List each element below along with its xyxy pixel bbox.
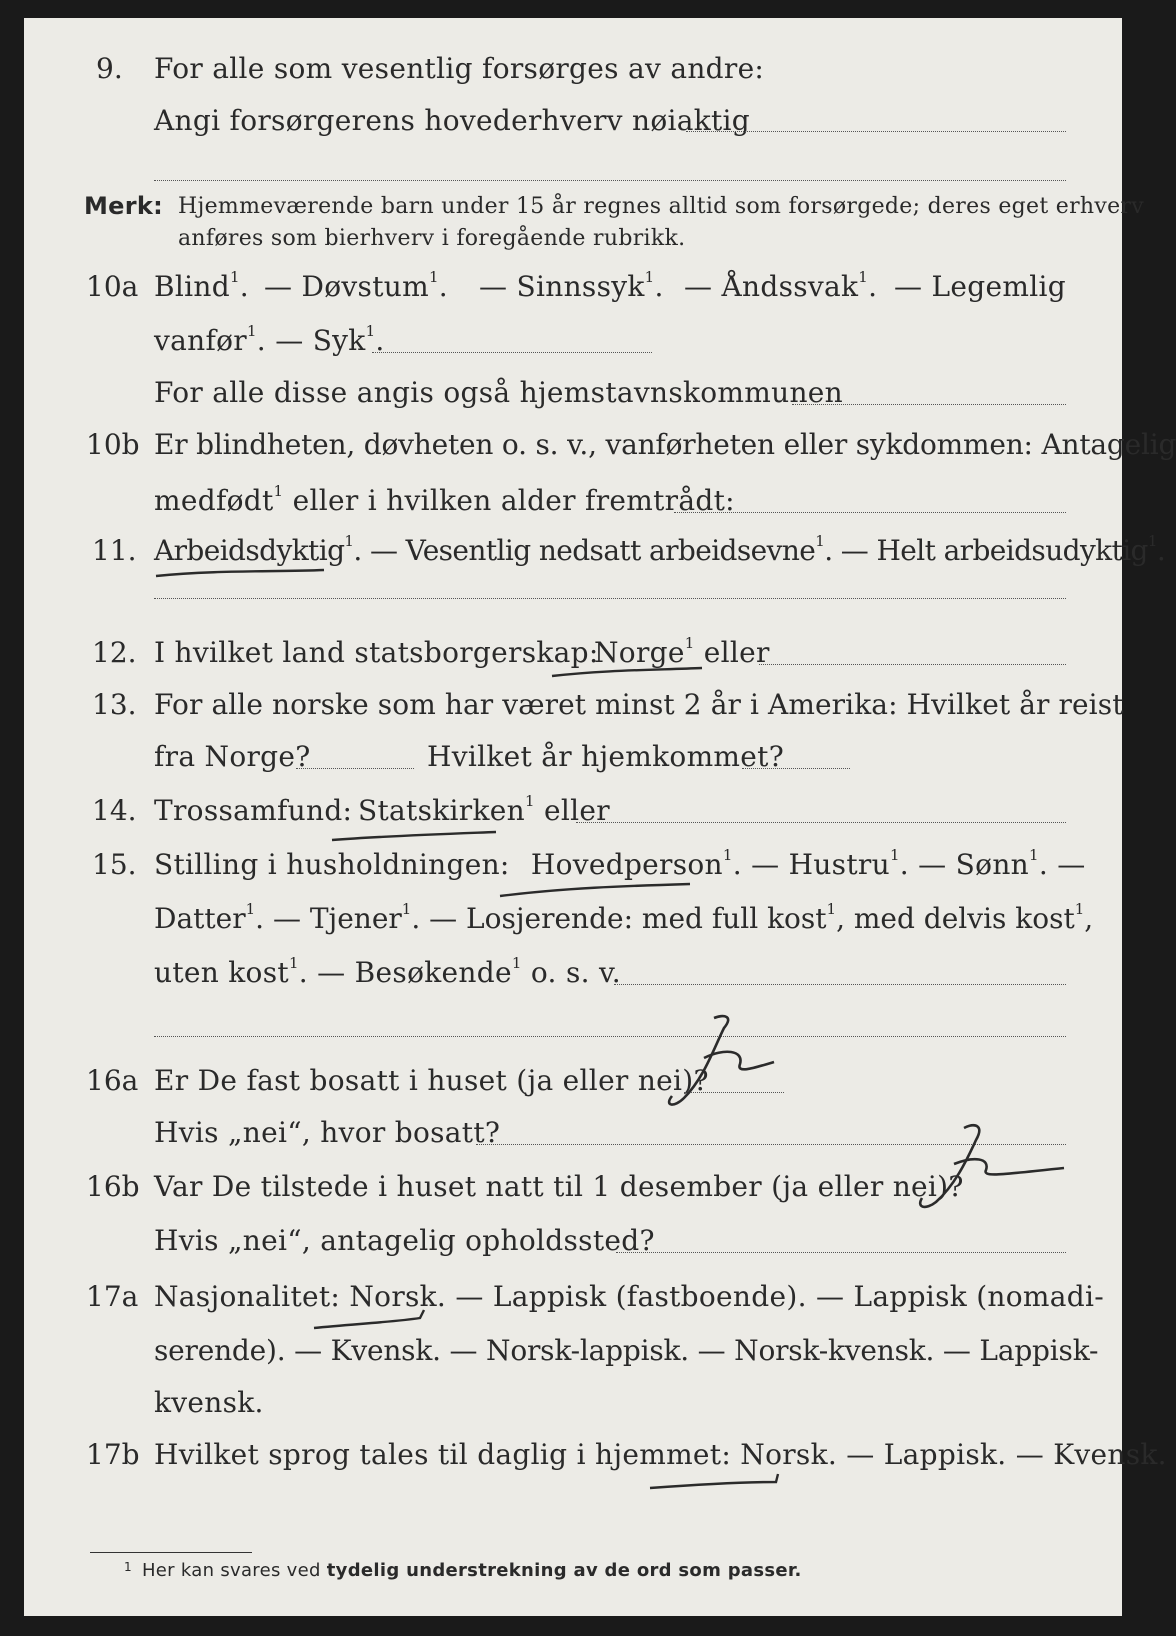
uten-kost-option: uten kost (154, 956, 289, 989)
merk-line1: Hjemmeværende barn under 15 år regnes alltid som forsørgede; deres eget erhverv (178, 194, 1144, 219)
hovedperson-option: Hovedperson (530, 848, 723, 881)
q10a-line1-a: Blind$^1$. (154, 268, 249, 303)
q16b-number: 16b (86, 1170, 140, 1203)
medfodt-option: medfødt (154, 484, 274, 517)
q17b-number: 17b (86, 1438, 140, 1471)
eller-text: eller (703, 636, 770, 669)
handwritten-marks (24, 18, 1122, 1616)
syk-option: — Syk (275, 324, 366, 357)
underline-hovedperson (500, 884, 690, 896)
footnote-mark: 1 (889, 846, 900, 864)
losjerende-option: . — Losjerende: med full kost (411, 902, 827, 935)
andssvak-option: — Åndssvak (684, 270, 859, 303)
q14-text: Trossamfund: (154, 794, 353, 827)
q10b-line1: Er blindheten, døvheten o. s. v., vanførheten eller sykdommen: Antagelig (154, 428, 1176, 461)
footnote-mark: 1 (1147, 532, 1157, 550)
besokende-option: . — Besøkende (298, 956, 512, 989)
footnote-mark: 1 (1029, 846, 1039, 864)
footnote-mark: 1 (288, 954, 299, 972)
footnote-mark: 1 (229, 268, 240, 286)
q15-label: Stilling i husholdningen: (154, 848, 510, 881)
blind-option: Blind (154, 270, 230, 303)
udyktig-option: . — Helt arbeidsudyktig (824, 534, 1148, 567)
footnote-mark: 1 (273, 482, 284, 500)
norge-option: Norge (594, 636, 685, 669)
q11-number: 11. (92, 534, 137, 567)
footnote-number: 1 (124, 1560, 132, 1574)
answer-ja-16a-a (704, 1052, 774, 1070)
merk-line2: anføres som bierhverv i foregående rubrikk. (178, 226, 686, 251)
footnote-mark: 1 (428, 268, 439, 286)
q17a-line3: kvensk. (154, 1386, 264, 1419)
q9-number: 9. (96, 52, 123, 85)
q10b-number: 10b (86, 428, 140, 461)
q17a-other-options: — Lappisk (fastboende). — Lappisk (nomadi- (455, 1280, 1104, 1313)
q10a-line3: For alle disse angis også hjemstavnskommunen (154, 376, 843, 409)
period: . (1156, 534, 1166, 567)
vanfor-option: vanfør (154, 324, 247, 357)
q17a-line2: serende). — Kvensk. — Norsk-lappisk. — Norsk-kvensk. — Lappisk- (154, 1334, 1099, 1367)
dovstum-option: — Døvstum (264, 270, 429, 303)
statskirken-option: Statskirken (358, 794, 525, 827)
nasjonalitet-label: Nasjonalitet: (154, 1280, 341, 1313)
arbeidsdyktig-option: Arbeidsdyktig (154, 534, 345, 567)
q10a-line2: vanfør$^1$. — Syk$^1$. (154, 322, 385, 357)
tjener-option: . — Tjener (255, 902, 402, 935)
norsk-language-option: Norsk. (740, 1438, 838, 1471)
q10a-number: 10a (86, 270, 139, 303)
footnote-mark: 1 (684, 634, 695, 652)
footnote-mark: 1 (815, 532, 825, 550)
footnote-mark: 1 (644, 268, 655, 286)
q10a-sinnssyk: — Sinnssyk$^1$. (479, 268, 664, 303)
comma: , (1084, 902, 1094, 935)
underline-norge (552, 668, 702, 676)
footnote-text-a: Her kan svares ved (141, 1560, 321, 1581)
q12-number: 12. (92, 636, 137, 669)
q16b-line2: Hvis „nei“, antagelig opholdssted? (154, 1224, 655, 1257)
footnote-text-b: tydelig understrekning av de ord som passer. (326, 1560, 802, 1581)
q10a-andssvak: — Åndssvak$^1$. (684, 268, 878, 303)
q17b-other-options: — Lappisk. — Kvensk. (846, 1438, 1167, 1471)
q15-number: 15. (92, 848, 137, 881)
answer-ja-16b-j (920, 1125, 979, 1207)
q16a-number: 16a (86, 1064, 139, 1097)
footnote-mark: 1 (722, 846, 733, 864)
footnote-mark: 1 (365, 322, 376, 340)
underline-norsk-nasjonalitet (314, 1310, 424, 1328)
footnote-mark: 1 (1074, 900, 1085, 918)
hustru-option: . — Hustru (732, 848, 890, 881)
footnote-mark: 1 (511, 954, 522, 972)
underline-statskirken (332, 832, 496, 840)
sonn-option: . — Sønn (899, 848, 1029, 881)
datter-option: Datter (154, 902, 246, 935)
q10a-legemlig: — Legemlig (894, 270, 1066, 303)
underline-norsk-sprog (650, 1474, 778, 1488)
footnote-mark: 1 (344, 532, 354, 550)
q13-hjem: Hvilket år hjemkommet? (427, 740, 785, 773)
q10a-dovstum: — Døvstum$^1$. (264, 268, 448, 303)
eller-text: eller (543, 794, 610, 827)
footnote-mark: 1 (245, 900, 256, 918)
sinnssyk-option: — Sinnssyk (479, 270, 645, 303)
nedsatt-option: . — Vesentlig nedsatt arbeidsevne (353, 534, 816, 567)
osv-text: o. s. v. (530, 956, 622, 989)
underline-arbeidsdyktig (156, 570, 324, 576)
footnote-mark: 1 (401, 900, 412, 918)
q17a-number: 17a (86, 1280, 139, 1313)
footnote-mark: 1 (246, 322, 257, 340)
q9-line1: For alle som vesentlig forsørges av andre: (154, 52, 765, 85)
census-form-page (24, 18, 1176, 1616)
answer-ja-16a-j (669, 1016, 728, 1104)
footnote-mark: 1 (524, 792, 535, 810)
q9-line2: Angi forsørgerens hovederhverv nøiaktig (154, 104, 751, 137)
norsk-option: Norsk. (349, 1280, 447, 1313)
q12-text: I hvilket land statsborgerskap: (154, 636, 599, 669)
footnote-mark: 1 (858, 268, 869, 286)
q17b-label: Hvilket sprog tales til daglig i hjemmet: (154, 1438, 732, 1471)
q16a-line1: Er De fast bosatt i huset (ja eller nei)? (154, 1064, 709, 1097)
q13-fra: fra Norge? (154, 740, 311, 773)
answer-ja-16b-a (954, 1159, 1064, 1174)
q14-number: 14. (92, 794, 137, 827)
q10b-line2: eller i hvilken alder fremtrådt: (292, 484, 735, 517)
delvis-kost-option: , med delvis kost (836, 902, 1075, 935)
q16a-line2: Hvis „nei“, hvor bosatt? (154, 1116, 501, 1149)
q13-line1: For alle norske som har været minst 2 år i Amerika: Hvilket år reist (154, 688, 1124, 721)
dash: . — (1038, 848, 1086, 881)
footnote-mark: 1 (826, 900, 837, 918)
q16b-line1: Var De tilstede i huset natt til 1 desember (ja eller nei)? (154, 1170, 964, 1203)
merk-label: Merk: (84, 192, 164, 220)
q13-number: 13. (92, 688, 137, 721)
